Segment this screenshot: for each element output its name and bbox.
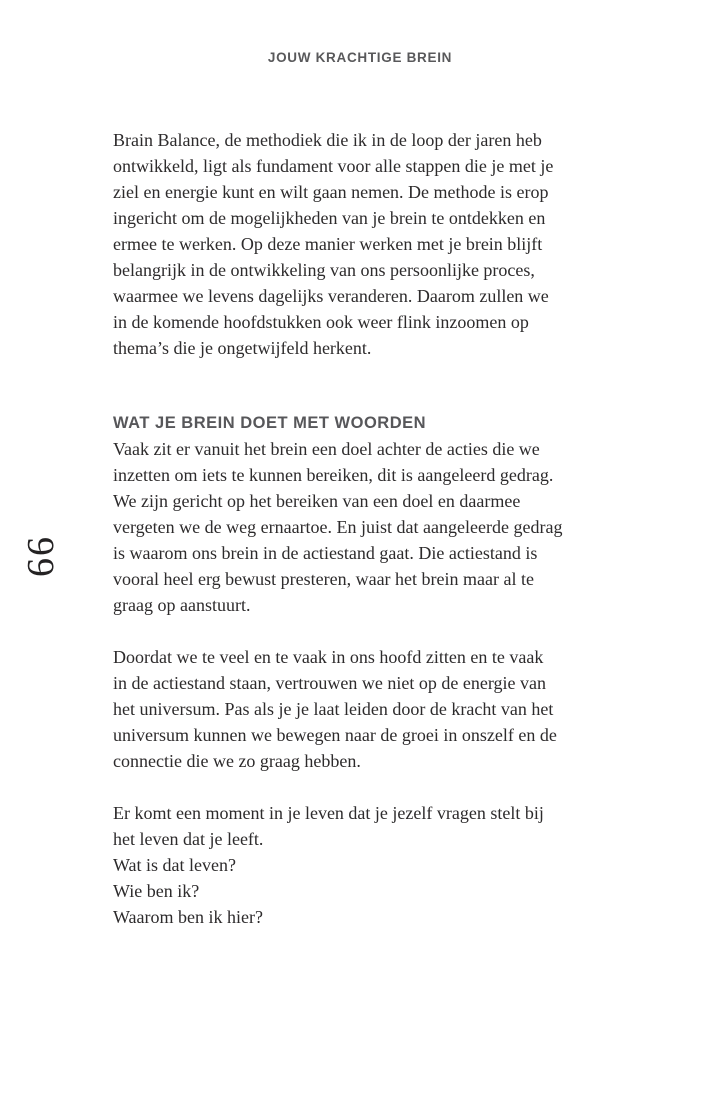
text-line: het universum. Pas als je je laat leiden door de kracht van het [113, 699, 554, 719]
text-line: vooral heel erg bewust presteren, waar het brein maar al te [113, 569, 534, 589]
text-line: in de actiestand staan, vertrouwen we niet op de energie van [113, 673, 547, 693]
text-line: in de komende hoofdstukken ook weer flink inzoomen op [113, 312, 529, 332]
text-line: Wie ben ik? [113, 881, 200, 901]
text-line: Doordat we te veel en te vaak in ons hoofd zitten en te vaak [113, 647, 544, 667]
text-line: vergeten we de weg ernaartoe. En juist dat aangeleerde gedrag [113, 517, 563, 537]
body-text-block [113, 127, 623, 930]
text-line: universum kunnen we bewegen naar de groei in onszelf en de [113, 725, 557, 745]
text-line: belangrijk in de ontwikkeling van ons persoonlijke proces, [113, 260, 535, 280]
section-heading: WAT JE BREIN DOET MET WOORDEN [113, 414, 427, 432]
text-line: ingericht om de mogelijkheden van je brein te ontdekken en [113, 208, 546, 228]
text-line: Waarom ben ik hier? [113, 907, 263, 927]
text-line: waarmee we levens dagelijks veranderen. Daarom zullen we [113, 286, 549, 306]
text-line: ziel en energie kunt en wilt gaan nemen. De methode is erop [113, 182, 549, 202]
text-line: ermee te werken. Op deze manier werken met je brein blijft [113, 234, 543, 254]
text-line: graag op aanstuurt. [113, 595, 251, 615]
paragraph-brain-goal [113, 436, 623, 618]
text-line: het leven dat je leeft. [113, 829, 264, 849]
text-line: Brain Balance, de methodiek die ik in de loop der jaren heb [113, 130, 542, 150]
paragraph-universe [113, 644, 623, 774]
text-line: inzetten om iets te kunnen bereiken, dit is aangeleerd gedrag. [113, 465, 554, 485]
text-line: Wat is dat leven? [113, 855, 237, 875]
text-line: is waarom ons brein in de actiestand gaat. Die actiestand is [113, 543, 538, 563]
paragraph-life-questions [113, 800, 623, 930]
text-line: Vaak zit er vanuit het brein een doel achter de acties die we [113, 439, 540, 459]
paragraph-intro [113, 127, 623, 361]
page-number-text: 66 [20, 535, 62, 577]
running-header: JOUW KRACHTIGE BREIN [267, 50, 453, 65]
text-line: thema’s die je ongetwijfeld herkent. [113, 338, 372, 358]
text-line: ontwikkeld, ligt als fundament voor alle stappen die je met je [113, 156, 554, 176]
text-line: We zijn gericht op het bereiken van een doel en daarmee [113, 491, 521, 511]
text-line: Er komt een moment in je leven dat je jezelf vragen stelt bij [113, 803, 544, 823]
text-line: connectie die we zo graag hebben. [113, 751, 361, 771]
